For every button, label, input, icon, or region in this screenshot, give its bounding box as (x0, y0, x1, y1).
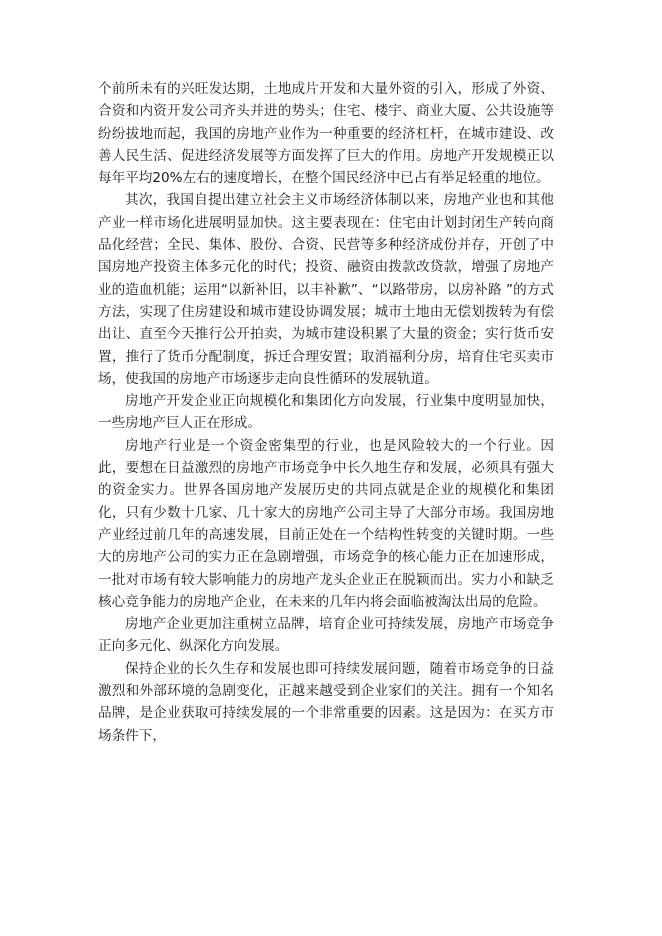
paragraph-6: 保持企业的长久生存和发展也即可持续发展问题，随着市场竞争的日益激烈和外部环境的急剧变化，正越来越受到企业家们的关注。拥有一个知名品牌，是企业获取可持续发展的一个非常重要的因素。这是因为：在买方市场条件下， (98, 660, 554, 744)
paragraph-4: 房地产行业是一个资金密集型的行业，也是风险较大的一个行业。因此，要想在日益激烈的房地产市场竞争中长久地生存和发展，必须具有强大的资金实力。世界各国房地产发展历史的共同点就是企业的规模化和集团化，只有少数十几家、几十家大的房地产公司主导了大部分市场。我国房地产业经过前几年的高速发展，目前正处在一个结构性转变的关键时期。一些大的房地产公司的实力正在急剧增强，市场竞争的核心能力正在加速形成，一批对市场有较大影响能力的房地产龙头企业正在脱颖而出。实力小和缺乏核心竞争能力的房地产企业，在未来的几年内将会面临被淘汰出局的危险。 (98, 437, 554, 610)
paragraph-2: 其次，我国自提出建立社会主义市场经济体制以来，房地产业也和其他产业一样市场化进展明显加快。这主要表现在：住宅由计划封闭生产转向商品化经营；全民、集体、股份、合资、民营等多种经济成份并存，开创了中国房地产投资主体多元化的时代；投资、融资由拨款改贷款，增强了房地产业的造血机能；运用“以新补旧，以丰补歉”、“以路带房，以房补路 ”的方式方法，实现了住房建设和城市建设协调发展；城市土地由无偿划拨转为有偿出让、直至今天推行公开拍卖，为城市建设积累了大量的资金；实行货币安置，推行了货币分配制度，拆迁合理安置；取消福利分房，培育住宅买卖市场，使我国的房地产市场逐步走向良性循环的发展轨道。 (98, 192, 554, 387)
paragraph-5: 房地产企业更加注重树立品牌，培育企业可持续发展，房地产市场竞争正向多元化、纵深化方向发展。 (98, 616, 554, 655)
paragraph-1: 个前所未有的兴旺发达期，土地成片开发和大量外资的引入，形成了外资、合资和内资开发公司齐头并进的势头；住宅、楼宇、商业大厦、公共设施等纷纷拔地而起，我国的房地产业作为一种重要的经济杠杆，在城市建设、改善人民生活、促进经济发展等方面发挥了巨大的作用。房地产开发规模正以每年平均20%左右的速度增长，在整个国民经济中已占有举足轻重的地位。 (98, 81, 554, 187)
paragraph-3: 房地产开发企业正向规模化和集团化方向发展，行业集中度明显加快，一些房地产巨人正在形成。 (98, 393, 554, 432)
body-text (98, 78, 554, 747)
